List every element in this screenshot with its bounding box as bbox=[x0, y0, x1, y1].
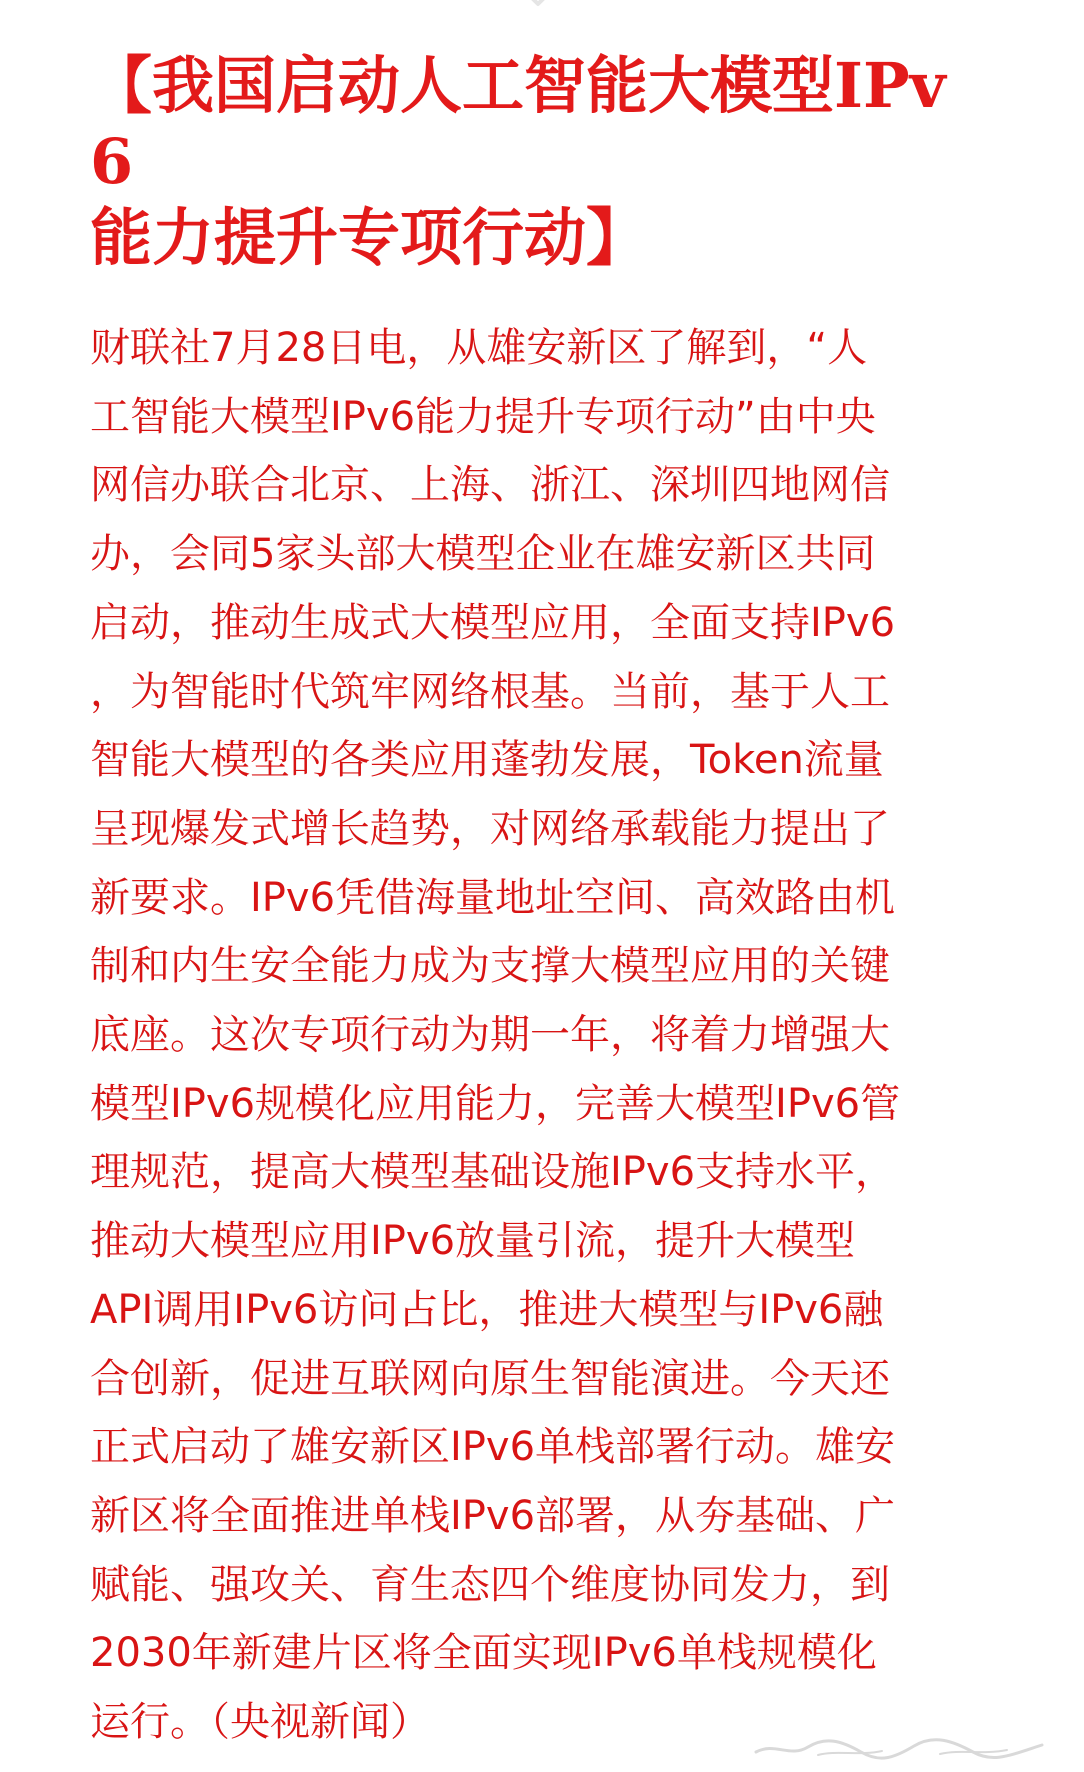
news-article bbox=[90, 48, 970, 1757]
article-title: 【我国启动人工智能大模型IPv6 能力提升专项行动】 bbox=[90, 49, 946, 274]
watermark-signature bbox=[750, 1734, 1050, 1762]
article-body: 财联社7月28日电，从雄安新区了解到，“人 工智能大模型IPv6能力提升专项行动”由中央 网信办联合北京、上海、浙江、深圳四地网信 办，会同5家头部大模型企业在雄安新区共同 启动，推动生成式大模型应用，全面支持IPv6 ，为智能时代筑牢网络根基。当前，基于人工 智能大模型的各类应用蓬勃发展，Token流量 呈现爆发式增长趋势，对网络承载能力提出了 新要求。IPv6凭借海量地址空间、高效路由机 制和内生安全能力成为支撑大模型应用的关键 底座。这次专项行动为期一年，将着力增强大 模型IPv6规模化应用能力，完善大模型IPv6管 理规范，提高大模型基础设施IPv6支持水平， 推动大模型应用IPv6放量引流，提升大模型 API调用IPv6访问占比，推进大模型与IPv6融 合创新，促进互联网向原生智能演进。今天还 正式启动了雄安新区IPv6单栈部署行动。雄安 新区将全面推进单栈IPv6部署，从夯基础、广 赋能、强攻关、育生态四个维度协同发力，到 2030年新建片区将全面实现IPv6单栈规模化 运行。（央视新闻） bbox=[90, 325, 901, 1746]
chevron-down-icon[interactable] bbox=[520, 0, 556, 8]
